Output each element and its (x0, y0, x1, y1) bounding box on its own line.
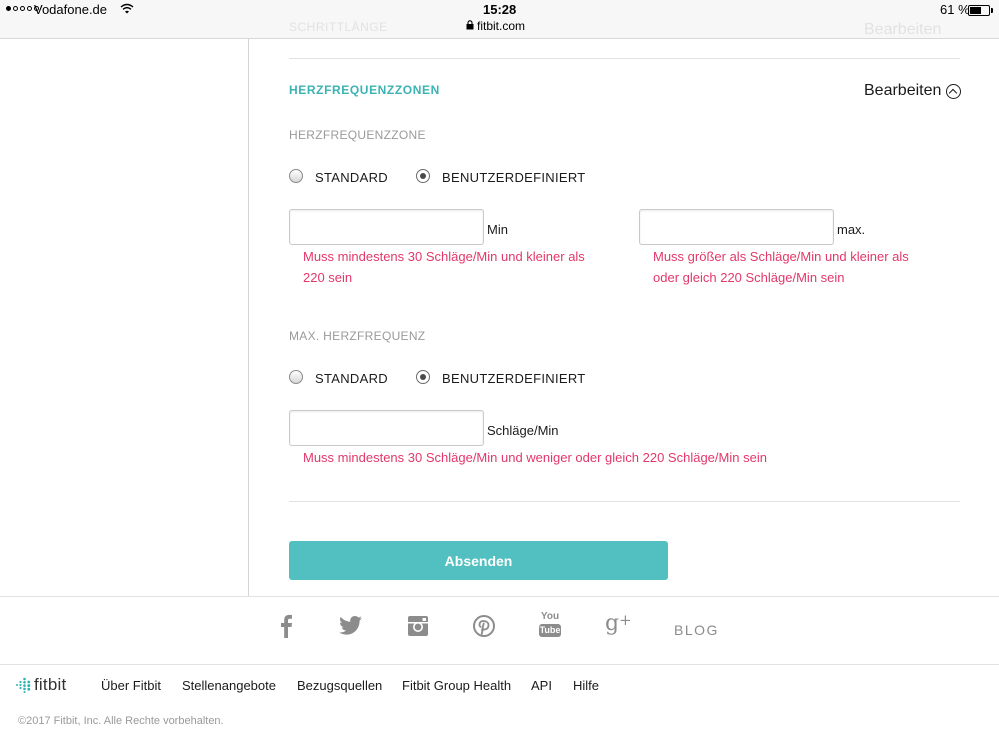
max-hr-error: Muss mindestens 30 Schläge/Min und weniger oder gleich 220 Schläge/Min sein (303, 450, 767, 465)
edit-link-label[interactable]: Bearbeiten (864, 82, 942, 99)
status-bar (0, 0, 999, 39)
divider (289, 501, 960, 502)
instagram-icon[interactable] (407, 615, 429, 637)
zone-custom-radio[interactable] (416, 169, 430, 183)
twitter-icon[interactable] (339, 616, 362, 635)
divider (289, 58, 960, 59)
youtube-icon[interactable]: You Tube (539, 611, 561, 635)
section-title: HERZFREQUENZZONEN (289, 83, 440, 97)
zone-min-unit: Min (487, 222, 508, 237)
max-hr-custom-radio[interactable] (416, 370, 430, 384)
zone-min-error-line1: Muss mindestens 30 Schläge/Min und kleiner als (303, 249, 585, 264)
footer-link-jobs[interactable]: Stellenangebote (182, 678, 276, 693)
max-hr-label: MAX. HERZFREQUENZ (289, 329, 426, 343)
zone-standard-label[interactable]: STANDARD (315, 170, 388, 185)
footer-link-api[interactable]: API (531, 678, 552, 693)
footer-link-about[interactable]: Über Fitbit (101, 678, 161, 693)
zone-standard-radio[interactable] (289, 169, 303, 183)
fitbit-logo[interactable]: fitbit (34, 675, 67, 694)
facebook-icon[interactable] (279, 614, 293, 638)
footer-divider (0, 664, 999, 665)
footer-link-help[interactable]: Hilfe (573, 678, 600, 693)
clock: 15:28 (483, 2, 517, 17)
max-hr-standard-label[interactable]: STANDARD (315, 371, 388, 386)
footer-divider (0, 596, 999, 597)
max-hr-unit: Schläge/Min (487, 423, 559, 438)
zone-min-error-line2: 220 sein (303, 270, 353, 285)
zone-max-unit: max. (837, 222, 866, 237)
lock-icon (466, 20, 474, 30)
pinterest-icon[interactable] (473, 615, 495, 637)
copyright: ©2017 Fitbit, Inc. Alle Rechte vorbehalten. (18, 715, 224, 727)
zone-custom-label[interactable]: BENUTZERDEFINIERT (442, 170, 586, 185)
battery-icon (968, 5, 990, 16)
google-plus-icon[interactable]: g+ (605, 611, 632, 636)
carrier-name: Vodafone.de (34, 2, 108, 17)
footer-link-retailers[interactable]: Bezugsquellen (297, 678, 383, 693)
battery-percent: 61 % (940, 2, 970, 17)
chevron-up-icon[interactable] (946, 84, 961, 99)
max-hr-standard-radio[interactable] (289, 370, 303, 384)
sidebar-divider (248, 39, 249, 596)
wifi-icon (120, 3, 134, 14)
address-bar-url[interactable]: fitbit.com (477, 19, 526, 33)
zone-max-error-line1: Muss größer als Schläge/Min und kleiner als (653, 249, 909, 264)
zone-min-input[interactable] (289, 209, 484, 245)
edit-link[interactable] (864, 82, 961, 100)
footer-link-group-health[interactable]: Fitbit Group Health (402, 678, 512, 693)
zone-label: HERZFREQUENZZONE (289, 128, 426, 142)
zone-max-error-line2: oder gleich 220 Schläge/Min sein (653, 270, 845, 285)
fitbit-logo-icon[interactable] (15, 677, 31, 693)
submit-button[interactable]: Absenden (289, 541, 668, 580)
max-hr-input[interactable] (289, 410, 484, 446)
ghost-edit-link: Bearbeiten (864, 21, 942, 38)
ghost-section-title: SCHRITTLÄNGE (289, 20, 388, 34)
zone-max-input[interactable] (639, 209, 834, 245)
max-hr-custom-label[interactable]: BENUTZERDEFINIERT (442, 371, 586, 386)
blog-link[interactable]: BLOG (674, 622, 719, 638)
